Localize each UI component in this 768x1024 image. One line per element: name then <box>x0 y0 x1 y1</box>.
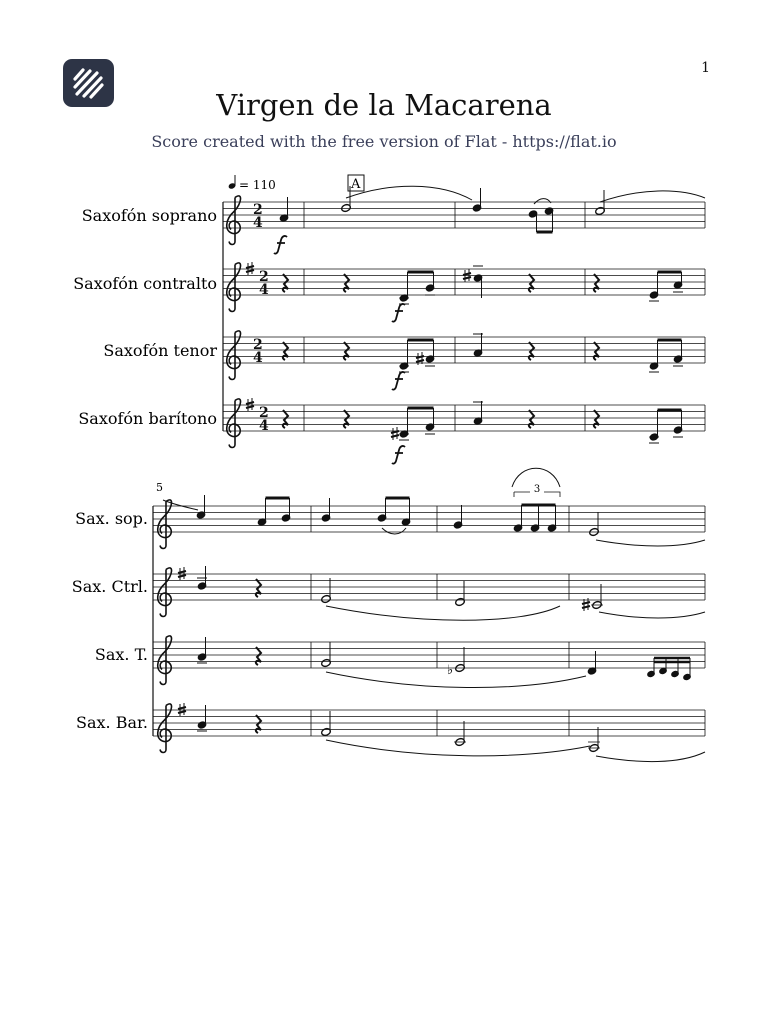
sharp-icon <box>246 398 254 411</box>
measure-number: 5 <box>156 481 163 494</box>
alto-measures-1-4 <box>283 266 683 304</box>
instrument-label-baritone-short: Sax. Bar. <box>76 713 148 732</box>
forte-dynamic-icon <box>392 446 405 464</box>
time-sig-top: 2 <box>259 405 269 421</box>
tenor-measures-1-4 <box>283 333 683 372</box>
instrument-label-alto: Saxofón contralto <box>73 274 217 293</box>
time-sig-bottom: 4 <box>259 418 269 434</box>
tempo-text: = 110 <box>239 178 276 192</box>
instrument-label-alto-short: Sax. Ctrl. <box>71 577 148 596</box>
baritone-measures-5-8 <box>197 705 705 762</box>
score-subtitle: Score created with the free version of Flat - https://flat.io <box>151 132 617 151</box>
forte-dynamic-icon <box>392 304 405 322</box>
time-sig-top: 2 <box>253 337 263 353</box>
time-sig-top: 2 <box>253 202 263 218</box>
instrument-label-soprano: Saxofón soprano <box>81 206 217 225</box>
treble-clef-icon <box>158 636 172 685</box>
forte-dynamic-icon <box>392 372 405 390</box>
instrument-label-tenor: Saxofón tenor <box>103 341 217 360</box>
sharp-icon <box>246 262 254 275</box>
time-sig-bottom: 4 <box>259 282 269 298</box>
forte-dynamic-icon <box>274 236 287 254</box>
treble-clef-icon <box>227 399 241 448</box>
svg-text:♭: ♭ <box>447 663 454 678</box>
treble-clef-icon <box>158 568 172 617</box>
sharp-icon <box>178 703 186 716</box>
sharp-icon <box>178 567 186 580</box>
treble-clef-icon <box>158 500 172 549</box>
soprano-measures-5-8 <box>163 468 705 546</box>
tuplet-number: 3 <box>533 484 541 495</box>
time-sig-top: 2 <box>259 269 269 285</box>
rehearsal-letter: A <box>351 177 361 192</box>
time-sig-bottom: 4 <box>253 350 263 366</box>
score-title: Virgen de la Macarena <box>216 88 552 122</box>
instrument-label-tenor-short: Sax. T. <box>94 645 148 664</box>
system-2 <box>153 506 705 736</box>
tenor-measures-5-8 <box>197 637 691 688</box>
time-sig-bottom: 4 <box>253 215 263 231</box>
baritone-measures-1-4 <box>283 401 683 443</box>
system-1 <box>223 202 705 431</box>
treble-clef-icon <box>227 263 241 312</box>
treble-clef-icon <box>227 331 241 380</box>
soprano-measures-1-4 <box>279 186 705 232</box>
instrument-label-soprano-short: Sax. sop. <box>75 509 148 528</box>
treble-clef-icon <box>227 196 241 245</box>
treble-clef-icon <box>158 704 172 753</box>
tempo-marking <box>228 175 276 192</box>
page-number: 1 <box>701 60 710 76</box>
instrument-label-baritone: Saxofón barítono <box>78 409 217 428</box>
